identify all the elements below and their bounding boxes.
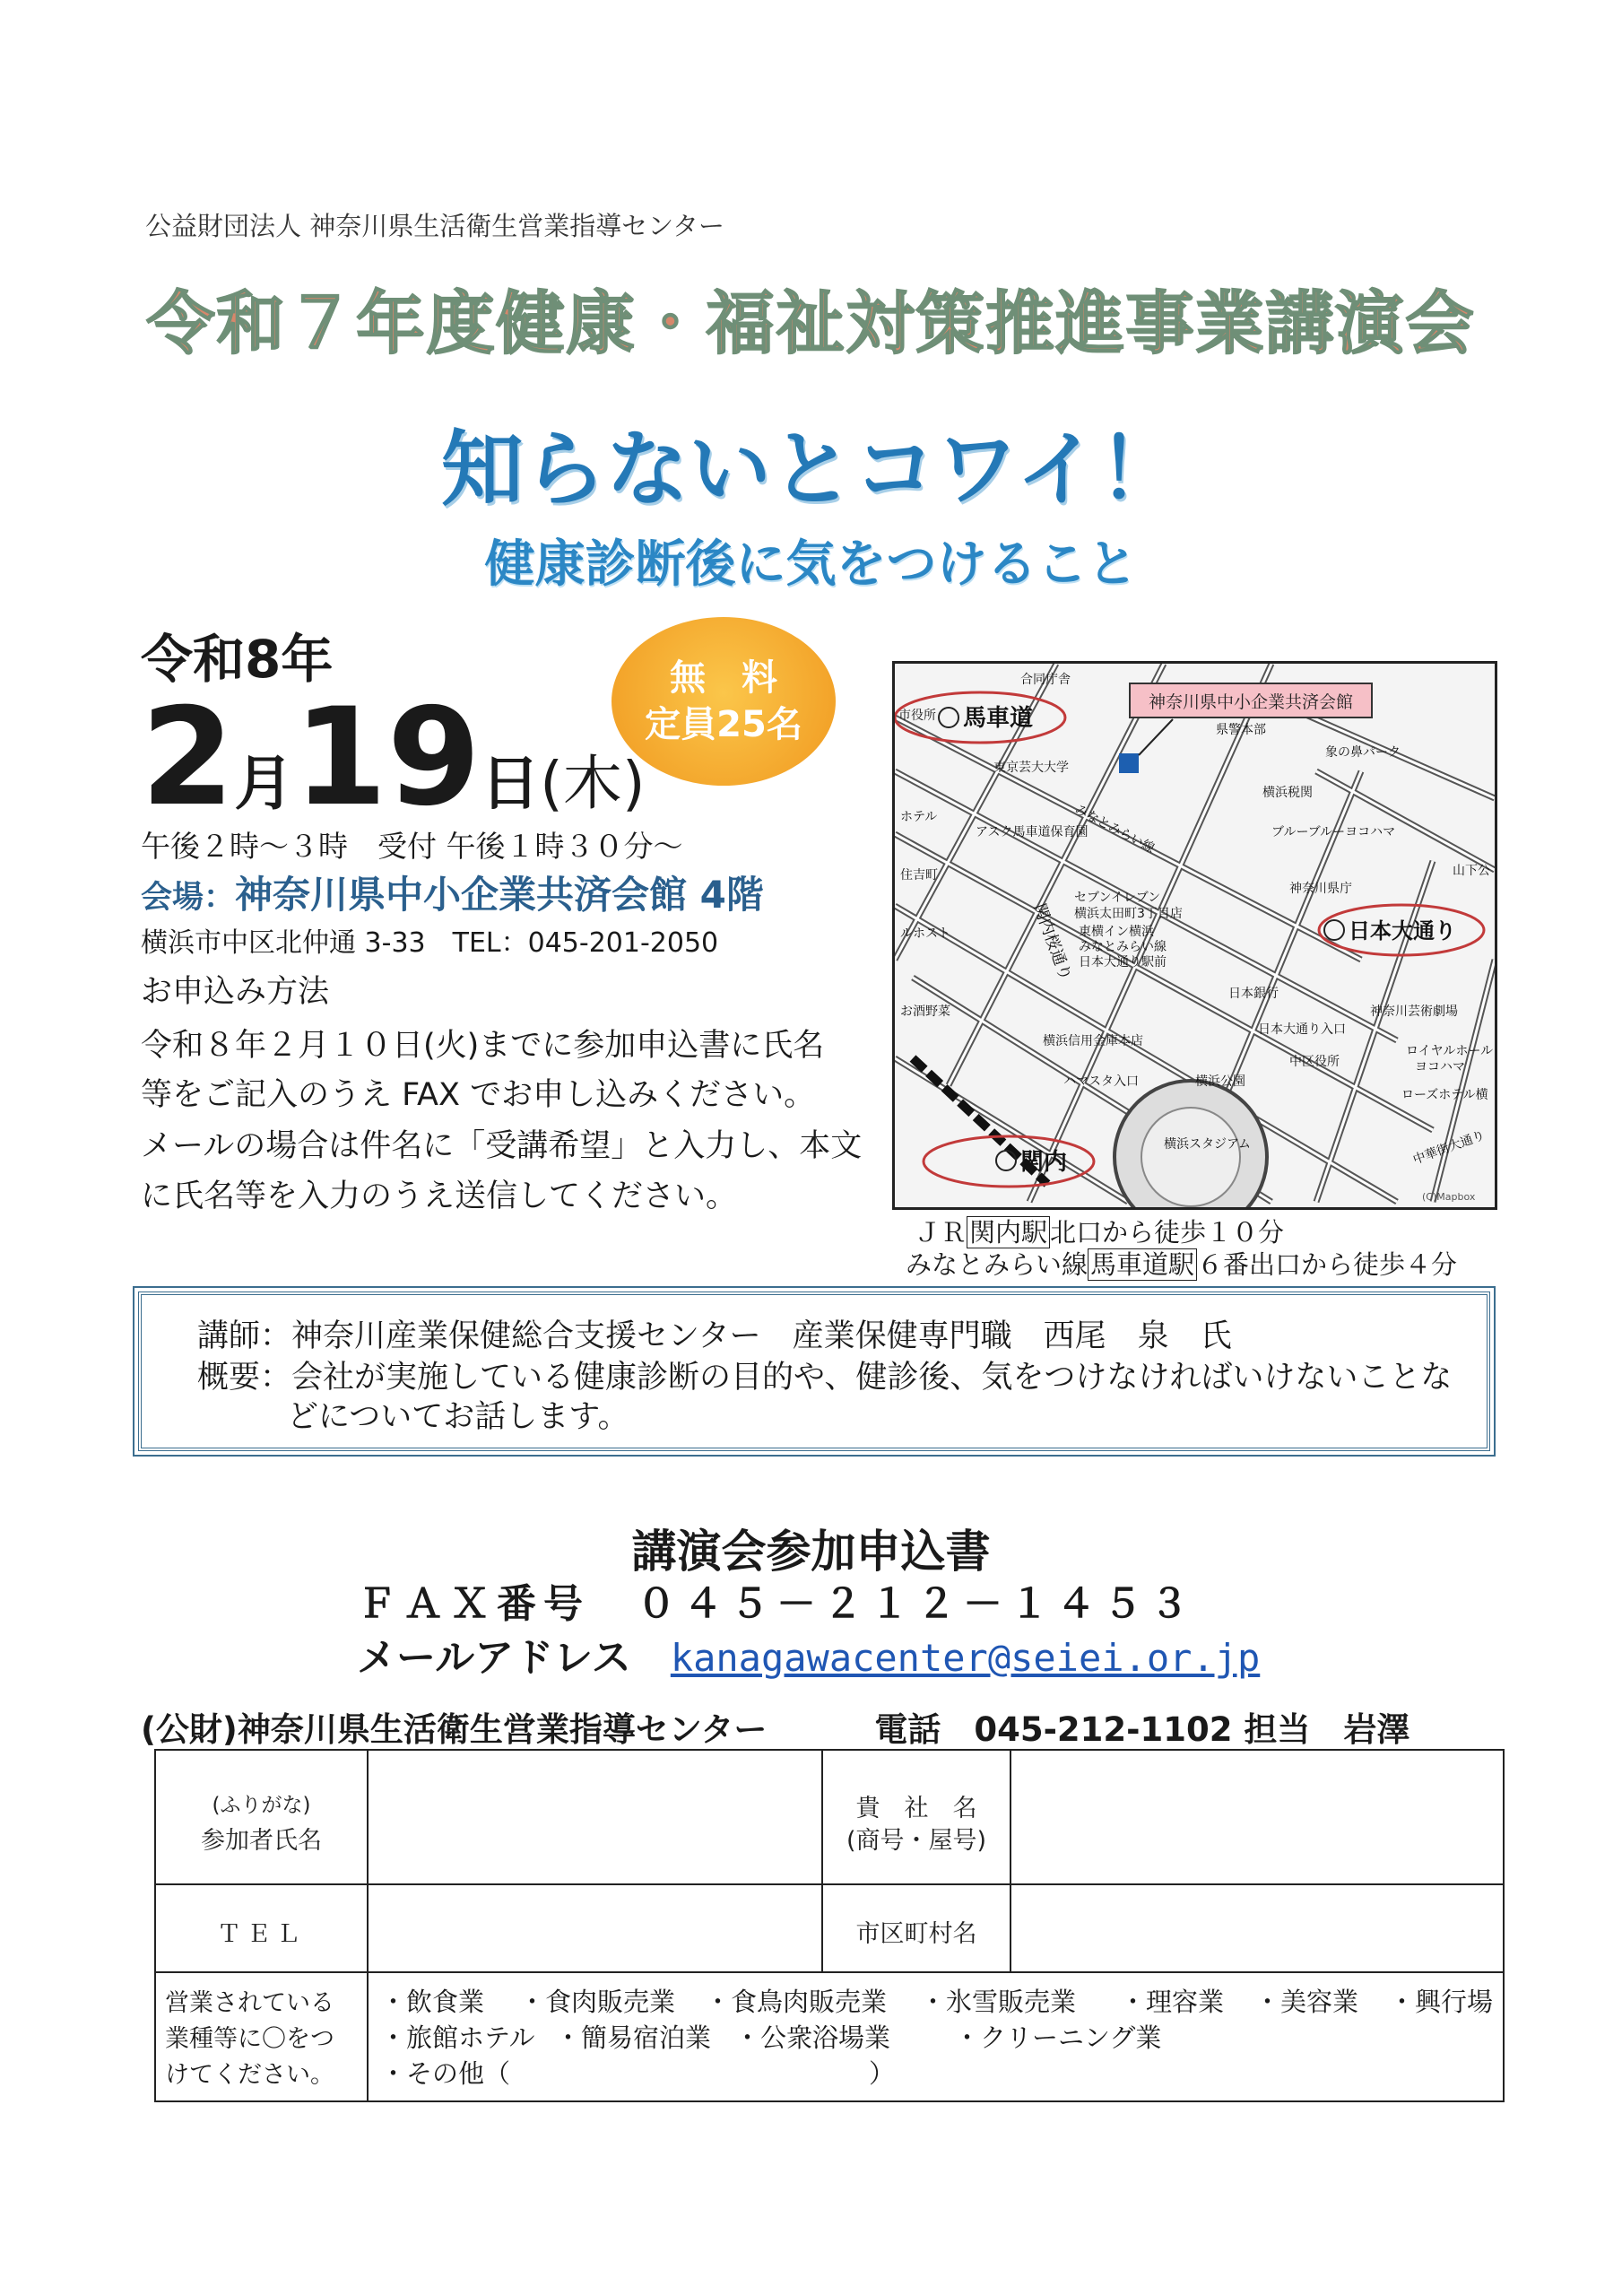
badge-free: 無 料	[670, 657, 777, 699]
city-label: 市区町村名	[855, 1920, 977, 1948]
map-landmark: 合同庁舎	[1020, 673, 1071, 687]
center-name: (公財)神奈川県生活衛生営業指導センター	[141, 1710, 768, 1749]
time-line: 午後２時～３時 受付 午後１時３０分～	[141, 829, 683, 864]
company-field[interactable]	[1011, 1752, 1501, 1882]
business-option[interactable]: ・美容業	[1254, 1987, 1359, 2017]
city-field[interactable]	[1011, 1885, 1501, 1970]
application-table	[154, 1749, 1505, 2102]
organizer: 公益財団法人 神奈川県生活衛生営業指導センター	[145, 211, 725, 241]
map-landmark: 住吉町	[900, 868, 938, 883]
mail-label: メールアドレス	[357, 1635, 631, 1681]
summary-line	[197, 1352, 1452, 1397]
station-label: 関内	[1020, 1149, 1068, 1176]
badge-capacity: 定員25名	[645, 704, 802, 745]
name-field[interactable]	[369, 1752, 820, 1882]
business-option[interactable]: ・クリーニング業	[954, 2022, 1162, 2053]
access-pre: ＪＲ	[915, 1217, 967, 1248]
access-map	[892, 661, 1497, 1210]
map-landmark: 市役所	[898, 709, 936, 723]
map-landmark: 日本大通り入口	[1258, 1022, 1346, 1037]
venue-name: 神奈川県中小企業共済会館 4階	[235, 873, 764, 917]
business-label-line: 営業されている	[165, 1989, 334, 2017]
tel-field[interactable]	[369, 1885, 820, 1970]
map-landmark: ルホスト	[900, 926, 950, 941]
map-landmark: 日本大通り駅前	[1079, 955, 1167, 970]
business-option[interactable]: ・旅館ホテル	[380, 2022, 535, 2053]
map-landmark: みなとみらい線	[1072, 802, 1158, 857]
access-post: 北口から徒歩１０分	[1050, 1217, 1285, 1248]
map-landmark: 横浜スタジアム	[1164, 1137, 1252, 1152]
apply-line: に氏名等を入力のうえ送信してください。	[141, 1178, 738, 1214]
business-option[interactable]: ・簡易宿泊業	[555, 2022, 712, 2053]
lecture-box	[138, 1292, 1490, 1451]
business-label	[165, 1986, 334, 2093]
business-option[interactable]: ・食肉販売業	[519, 1987, 676, 2017]
venue-label: 会場：	[141, 880, 236, 916]
access-post: ６番出口から徒歩４分	[1197, 1249, 1458, 1280]
map-landmark: ロイヤルホール	[1406, 1044, 1494, 1058]
business-option[interactable]: ・飲食業	[380, 1987, 485, 2017]
map-landmark: 横浜太田町3丁目店	[1074, 907, 1183, 921]
business-option-other[interactable]: ・その他（	[380, 2058, 511, 2089]
catch-copy: 知らないとコワイ！	[440, 422, 1182, 517]
mail-link[interactable]: kanagawacenter@seiei.or.jp	[670, 1636, 1261, 1680]
map-landmark: アスク馬車道保育園	[976, 825, 1089, 839]
lecturer: 神奈川産業保健総合支援センター 産業保健専門職 西尾 泉 氏	[291, 1318, 1232, 1354]
apply-heading: お申込み方法	[141, 974, 330, 1010]
business-option[interactable]: ・興行場	[1389, 1987, 1494, 2017]
map-landmark: お酒野菜	[900, 1004, 950, 1019]
business-option[interactable]: ・公衆浴場業	[734, 2022, 891, 2053]
apply-line: 等をご記入のうえ FAX でお申し込みください。	[141, 1077, 816, 1113]
tel-label: ＴＥＬ	[217, 1920, 306, 1948]
fax-number: ＦＡＸ番号 ０４５－２１２－１４５３	[357, 1581, 1196, 1627]
map-landmark: セブンイレブン	[1074, 891, 1161, 905]
venue-marker	[1119, 753, 1139, 773]
date-day: 19	[293, 680, 481, 836]
furigana-label: (ふりがな)	[212, 1794, 311, 1817]
map-landmark: 関内桜通り	[1029, 900, 1075, 984]
business-label-line: けてください。	[165, 2061, 334, 2089]
station-label: 日本大通り	[1349, 918, 1456, 944]
map-landmark: 神奈川県庁	[1289, 882, 1352, 896]
summary-line-2: どについてお話します。	[287, 1399, 629, 1435]
map-landmark: 県警本部	[1216, 723, 1266, 737]
date-month: 2	[141, 680, 235, 836]
summary-text: 会社が実施している健康診断の目的や、健診後、気をつけなければいけないことな	[291, 1360, 1453, 1396]
access-jr	[915, 1213, 1284, 1249]
business-label-line: 業種等に〇をつ	[165, 2025, 334, 2053]
company-sub-label: (商号・屋号)	[846, 1827, 987, 1855]
name-label: 参加者氏名	[201, 1827, 322, 1855]
access-minatomirai	[906, 1245, 1457, 1282]
company-label: 貴 社 名	[855, 1795, 977, 1822]
date-month-unit: 月	[234, 749, 294, 818]
map-landmark: 東京芸大大学	[993, 761, 1069, 775]
map-landmark: 横浜公園	[1195, 1074, 1245, 1089]
event-title: 令和７年度健康・福祉対策推進事業講演会	[146, 283, 1476, 363]
map-landmark: 横浜税関	[1262, 786, 1313, 800]
business-option[interactable]: ・食鳥肉販売業	[705, 1987, 888, 2017]
map-landmark: 中華街大通り	[1410, 1127, 1488, 1168]
map-landmark: 中区役所	[1289, 1055, 1340, 1069]
free-badge	[612, 617, 836, 786]
summary-label: 概要：	[197, 1360, 292, 1396]
center-contact	[141, 1702, 1409, 1751]
map-landmark: みなとみらい線	[1079, 940, 1167, 954]
map-landmark: 山下公	[1453, 864, 1490, 878]
map-landmark: 横浜信用金庫本店	[1043, 1034, 1143, 1048]
business-options	[380, 1982, 1501, 2099]
lecturer-label: 講師：	[197, 1318, 292, 1354]
date-weekday: (木)	[540, 749, 646, 818]
map-landmark: ホテル	[900, 810, 938, 824]
map-landmark: 神奈川芸術劇場	[1370, 1004, 1458, 1019]
map-landmark: 東横イン横浜	[1079, 925, 1154, 939]
map-venue-label: 神奈川県中小企業共済会館	[1148, 692, 1354, 712]
business-option[interactable]: ・氷雪販売業	[920, 1987, 1077, 2017]
lecturer-line	[197, 1311, 1232, 1356]
apply-line: メールの場合は件名に「受講希望」と入力し、本文	[141, 1128, 863, 1164]
center-phone: 電話 045-212-1102 担当 岩澤	[874, 1710, 1410, 1749]
map-landmark: ローズホテル横	[1401, 1088, 1488, 1102]
access-station: 関内駅	[967, 1216, 1050, 1248]
mail-line	[357, 1625, 1260, 1683]
map-landmark: ヨコハマ	[1415, 1060, 1465, 1074]
subtitle: 健康診断後に気をつけること	[484, 535, 1138, 594]
apply-line: 令和８年２月１０日(火)までに参加申込書に氏名	[141, 1028, 825, 1064]
map-credit: (C)Mapbox	[1422, 1191, 1476, 1203]
venue	[141, 865, 764, 919]
date-day-unit: 日	[481, 749, 541, 818]
map-landmark: ハマスタ入口	[1063, 1074, 1139, 1089]
event-date	[141, 680, 646, 836]
venue-address: 横浜市中区北仲通 3-33 TEL：045-201-2050	[141, 927, 719, 959]
business-option[interactable]: ・理容業	[1120, 1987, 1225, 2017]
map-landmark: 象の鼻パーク	[1325, 745, 1401, 760]
station-label: 馬車道	[963, 705, 1034, 732]
access-pre: みなとみらい線	[906, 1249, 1089, 1280]
business-option-other-close: ）	[869, 2058, 896, 2089]
application-title: 講演会参加申込書	[631, 1526, 991, 1578]
map-landmark: ブルーブルーヨコハマ	[1271, 825, 1396, 839]
map-landmark: 日本銀行	[1228, 987, 1279, 1001]
access-station: 馬車道駅	[1088, 1248, 1197, 1281]
date-era: 令和8年	[141, 629, 334, 690]
